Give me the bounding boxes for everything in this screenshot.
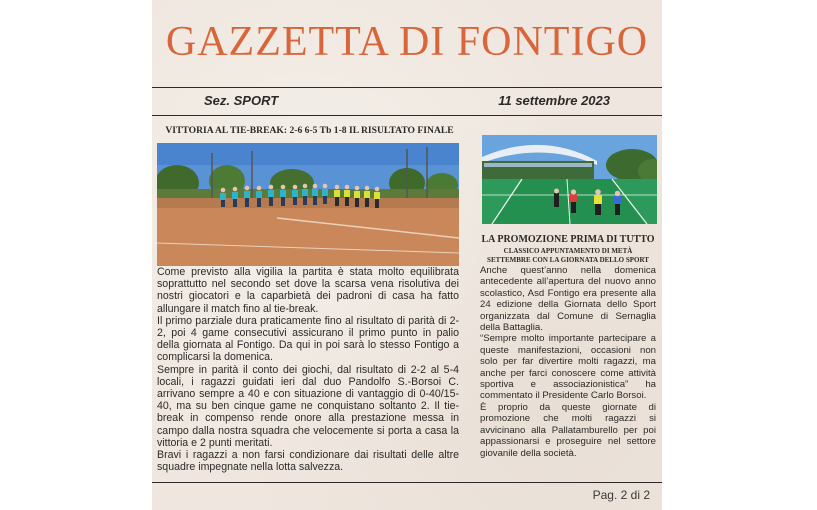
- left-paragraph: Bravi i ragazzi a non farsi condizionare dai risultati delle altre squadre impegnate nella lotta salvezza.: [157, 449, 459, 474]
- right-article-body: [480, 265, 656, 459]
- masthead-title: GAZZETTA DI FONTIGO: [165, 19, 649, 65]
- left-paragraph: Come previsto alla vigilia la partita è stata molto equilibrata soprattutto nel secondo set dove la scarsa vena risolutiva dei nostri giocatori e la caparbietà dei padroni di casa ha fatto allungare il match fino al tie-break.: [157, 266, 459, 315]
- right-paragraph: “Sempre molto importante partecipare a queste manifestazioni, occasioni non solo per far divertire molti ragazzi, ma anche per farci conoscere come attività sportiva e associazionistica” ha commentato il Presidente Carlo Borsoi.: [480, 333, 656, 402]
- left-paragraph: Il primo parziale dura praticamente fino al risultato di parità di 2-2, poi 4 game consecutivi assicurano il primo punto in palio della giornata al Fontigo. Da qui in poi sarà lo stesso Fontigo a complicarsi la domenica.: [157, 314, 459, 364]
- match-photo: [157, 143, 459, 266]
- section-label: Sez. SPORT: [204, 93, 279, 108]
- left-headline: VITTORIA AL TIE-BREAK: 2-6 6-5 Tb 1-8 IL RISULTATO FINALE: [165, 125, 454, 136]
- left-paragraph: Sempre in parità il conto dei giochi, dal risultato di 2-2 al 5-4 locali, i ragazzi guidati ieri dal duo Pandolfo S.-Borsoi C. arrivano sempre a 40 e con situazione di vantaggio di 0-40/15-40, ma su ben cinque game ne conquistano soltanto 2. Il tie-break in compenso rende onore alla prestazione messa in campo dalla nostra squadra che velocemente si porta a casa la vittoria e 2 punti meritati.: [157, 363, 459, 449]
- sport-day-photo: [482, 135, 657, 224]
- right-subheadline-line1: CLASSICO APPUNTAMENTO DI METÀ: [503, 247, 633, 255]
- left-article-body: [157, 266, 459, 473]
- header-divider: [152, 115, 662, 116]
- newspaper-page: [152, 0, 662, 510]
- page-number: Pag. 2 di 2: [592, 488, 650, 502]
- issue-date: 11 settembre 2023: [498, 93, 610, 108]
- footer-divider: [152, 482, 662, 483]
- right-paragraph: È proprio da queste giornate di promozione che molti ragazzi si avvicinano alla Pallatamburello per poi appassionarsi e proseguire nel settore giovanile della società.: [480, 401, 656, 459]
- right-paragraph: Anche quest’anno nella domenica antecedente all’apertura del nuovo anno scolastico, Asd Fontigo era presente alla 24 edizione della Giornata dello Sport organizzata dal Comune di Sernaglia della Battaglia.: [480, 265, 656, 334]
- right-subheadline-line2: SETTEMBRE CON LA GIORNATA DELLO SPORT: [487, 255, 649, 264]
- right-headline: LA PROMOZIONE PRIMA DI TUTTO: [481, 234, 655, 245]
- right-article-heading: [480, 234, 656, 264]
- top-divider: [152, 87, 662, 88]
